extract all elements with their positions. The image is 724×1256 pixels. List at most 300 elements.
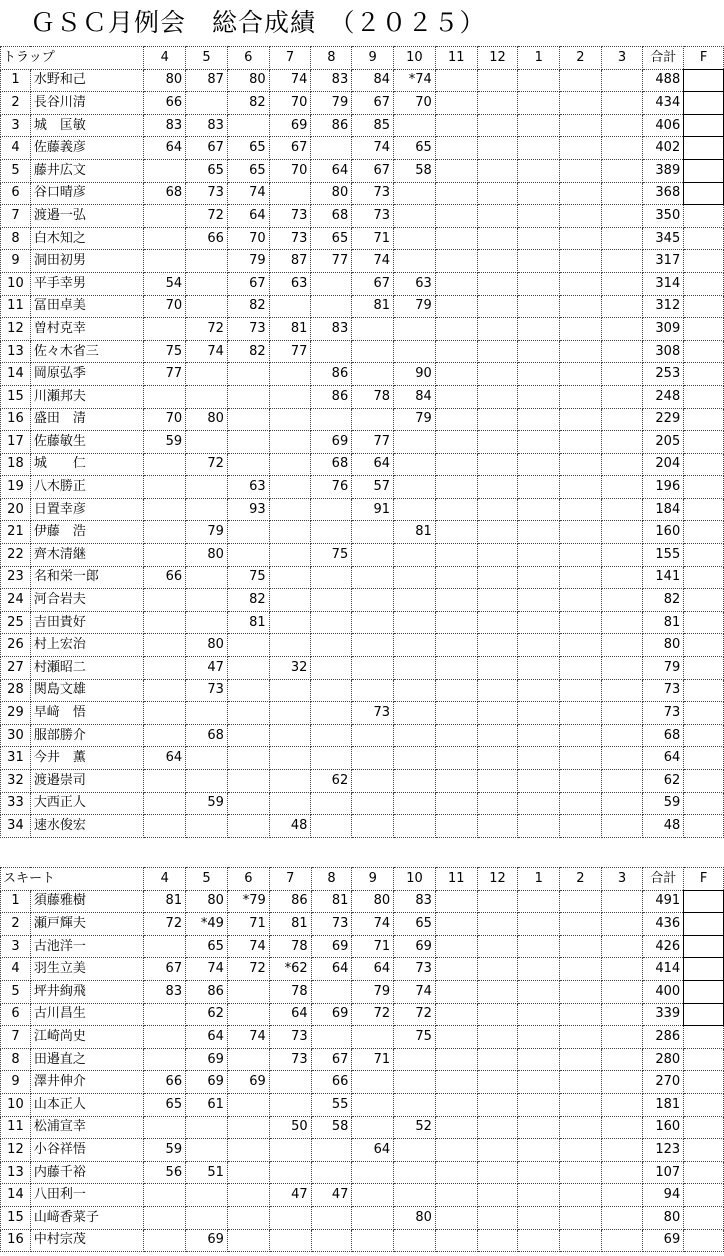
score-cell: 59 — [144, 431, 186, 454]
score-cell — [560, 272, 602, 295]
table-row — [1, 498, 724, 521]
total-cell: 229 — [643, 408, 684, 431]
f-cell — [684, 363, 724, 386]
score-cell — [352, 611, 394, 634]
score-cell — [227, 408, 269, 431]
score-cell — [477, 657, 518, 680]
table-row — [1, 453, 724, 476]
table-row — [1, 1003, 724, 1026]
score-cell: 69 — [311, 431, 352, 454]
rank-cell: 24 — [1, 589, 31, 612]
table-row — [1, 1139, 724, 1162]
score-cell — [560, 770, 602, 793]
f-cell — [684, 159, 724, 182]
score-cell: 81 — [227, 611, 269, 634]
score-cell — [311, 1206, 352, 1229]
score-cell — [518, 363, 560, 386]
score-cell — [560, 1116, 602, 1139]
total-cell: 59 — [643, 792, 684, 815]
score-cell — [601, 521, 643, 544]
score-cell — [560, 657, 602, 680]
score-cell — [560, 408, 602, 431]
f-cell — [684, 92, 724, 115]
table-row — [1, 1048, 724, 1071]
score-cell — [560, 634, 602, 657]
score-cell — [394, 1161, 436, 1184]
name-cell: 早﨑 悟 — [30, 702, 143, 725]
score-cell: 72 — [186, 205, 228, 228]
score-cell: 65 — [311, 227, 352, 250]
f-cell — [684, 724, 724, 747]
score-cell: 54 — [144, 272, 186, 295]
score-cell — [269, 1071, 311, 1094]
score-cell — [227, 1048, 269, 1071]
score-cell — [601, 913, 643, 936]
score-cell — [435, 476, 477, 499]
score-cell: 77 — [269, 340, 311, 363]
f-header: F — [684, 47, 724, 70]
name-cell: 渡邉崇司 — [30, 770, 143, 793]
score-cell — [601, 318, 643, 341]
rank-cell: 31 — [1, 747, 31, 770]
score-cell: 73 — [352, 205, 394, 228]
score-cell — [186, 1206, 228, 1229]
score-cell — [269, 1229, 311, 1252]
score-cell — [477, 408, 518, 431]
total-cell: 488 — [643, 69, 684, 92]
score-cell — [435, 815, 477, 838]
score-cell — [144, 1003, 186, 1026]
f-cell — [684, 1116, 724, 1139]
f-cell — [684, 521, 724, 544]
name-cell: 佐々木省三 — [30, 340, 143, 363]
score-cell — [560, 92, 602, 115]
month-header: 2 — [560, 868, 602, 891]
score-cell — [435, 205, 477, 228]
f-cell — [684, 205, 724, 228]
score-cell: 70 — [144, 408, 186, 431]
rank-cell: 1 — [1, 890, 31, 913]
f-cell — [684, 544, 724, 567]
score-cell: 77 — [311, 250, 352, 273]
score-cell: 77 — [352, 431, 394, 454]
score-cell: 64 — [311, 958, 352, 981]
name-cell: 関島文雄 — [30, 679, 143, 702]
score-cell — [435, 913, 477, 936]
score-cell — [560, 566, 602, 589]
total-cell: 314 — [643, 272, 684, 295]
total-cell: 414 — [643, 958, 684, 981]
score-cell — [227, 1206, 269, 1229]
table-row — [1, 250, 724, 273]
score-cell — [560, 340, 602, 363]
name-cell: 冨田卓美 — [30, 295, 143, 318]
name-cell: 佐藤敏生 — [30, 431, 143, 454]
score-cell — [435, 1048, 477, 1071]
score-cell — [269, 1093, 311, 1116]
score-cell — [518, 1229, 560, 1252]
rank-cell: 16 — [1, 408, 31, 431]
score-cell — [518, 815, 560, 838]
score-cell: 63 — [269, 272, 311, 295]
score-cell: 47 — [269, 1184, 311, 1207]
total-cell: 73 — [643, 679, 684, 702]
name-cell: 谷口晴彦 — [30, 182, 143, 205]
score-cell — [601, 935, 643, 958]
score-cell — [477, 611, 518, 634]
score-cell: 61 — [186, 1093, 228, 1116]
score-cell — [435, 589, 477, 612]
rank-cell: 22 — [1, 544, 31, 567]
score-cell — [435, 408, 477, 431]
score-cell: 73 — [352, 182, 394, 205]
score-cell — [518, 250, 560, 273]
f-cell — [684, 1139, 724, 1162]
score-cell — [269, 589, 311, 612]
score-cell — [560, 980, 602, 1003]
score-cell — [518, 544, 560, 567]
score-cell: 71 — [227, 913, 269, 936]
score-cell: 62 — [311, 770, 352, 793]
score-cell — [518, 1139, 560, 1162]
score-cell — [560, 1139, 602, 1162]
f-cell — [684, 295, 724, 318]
score-cell: 91 — [352, 498, 394, 521]
total-cell: 270 — [643, 1071, 684, 1094]
score-cell — [144, 1048, 186, 1071]
f-cell — [684, 1206, 724, 1229]
score-cell — [560, 724, 602, 747]
score-cell — [227, 521, 269, 544]
f-cell — [684, 1003, 724, 1026]
score-cell — [601, 340, 643, 363]
score-cell — [186, 385, 228, 408]
score-cell — [311, 521, 352, 544]
month-header: 5 — [186, 868, 228, 891]
score-cell — [269, 363, 311, 386]
total-cell: 204 — [643, 453, 684, 476]
total-cell: 80 — [643, 1206, 684, 1229]
score-cell — [269, 566, 311, 589]
score-cell: 82 — [227, 295, 269, 318]
score-cell — [601, 476, 643, 499]
score-cell — [477, 913, 518, 936]
score-cell: 69 — [186, 1229, 228, 1252]
score-cell — [144, 792, 186, 815]
score-cell: 67 — [144, 958, 186, 981]
rank-cell: 19 — [1, 476, 31, 499]
month-header: 1 — [518, 47, 560, 70]
score-cell — [518, 1116, 560, 1139]
score-cell — [518, 159, 560, 182]
score-cell — [601, 1093, 643, 1116]
name-cell: 須藤雅樹 — [30, 890, 143, 913]
table-row — [1, 408, 724, 431]
total-header: 合計 — [643, 47, 684, 70]
score-cell: 72 — [144, 913, 186, 936]
score-cell — [144, 679, 186, 702]
name-cell: 八木勝正 — [30, 476, 143, 499]
table-row — [1, 182, 724, 205]
score-cell — [477, 1116, 518, 1139]
f-cell — [684, 340, 724, 363]
score-cell: 79 — [186, 521, 228, 544]
score-cell — [311, 589, 352, 612]
table-row — [1, 295, 724, 318]
rank-cell: 2 — [1, 92, 31, 115]
f-cell — [684, 114, 724, 137]
table-row — [1, 1093, 724, 1116]
score-cell — [269, 544, 311, 567]
score-cell: 32 — [269, 657, 311, 680]
score-cell — [560, 250, 602, 273]
table-row — [1, 431, 724, 454]
score-cell: 69 — [186, 1071, 228, 1094]
table-row — [1, 792, 724, 815]
score-cell — [311, 295, 352, 318]
score-cell — [311, 1139, 352, 1162]
f-cell — [684, 1161, 724, 1184]
score-cell — [601, 1048, 643, 1071]
score-cell — [227, 1003, 269, 1026]
score-cell — [477, 935, 518, 958]
score-cell — [144, 1184, 186, 1207]
score-cell — [477, 634, 518, 657]
score-cell — [352, 408, 394, 431]
rank-cell: 26 — [1, 634, 31, 657]
f-cell — [684, 1026, 724, 1049]
score-cell — [269, 792, 311, 815]
name-cell: 河合岩夫 — [30, 589, 143, 612]
f-cell — [684, 385, 724, 408]
score-cell — [601, 431, 643, 454]
name-cell: 吉田貴好 — [30, 611, 143, 634]
rank-cell: 12 — [1, 318, 31, 341]
table-row — [1, 159, 724, 182]
score-cell: 74 — [227, 935, 269, 958]
score-cell — [560, 431, 602, 454]
score-cell — [393, 566, 435, 589]
score-cell — [186, 566, 228, 589]
score-cell: 85 — [352, 114, 394, 137]
score-cell — [477, 747, 518, 770]
score-cell — [477, 431, 518, 454]
score-cell: 64 — [269, 1003, 311, 1026]
score-cell — [601, 182, 643, 205]
table-row — [1, 1161, 724, 1184]
score-cell — [601, 137, 643, 160]
score-cell — [477, 227, 518, 250]
score-cell — [435, 611, 477, 634]
score-cell: 74 — [186, 958, 228, 981]
score-cell — [227, 453, 269, 476]
f-cell — [684, 227, 724, 250]
score-cell — [144, 498, 186, 521]
f-header: F — [684, 868, 724, 891]
score-cell — [435, 1003, 477, 1026]
table-row — [1, 1229, 724, 1252]
month-header: 5 — [186, 47, 228, 70]
month-header: 12 — [477, 868, 518, 891]
score-cell — [601, 408, 643, 431]
score-cell — [393, 114, 435, 137]
score-cell — [518, 92, 560, 115]
score-cell — [227, 1161, 269, 1184]
score-cell: 64 — [186, 1026, 228, 1049]
score-cell: 80 — [144, 69, 186, 92]
name-cell: 今井 薫 — [30, 747, 143, 770]
score-cell — [518, 702, 560, 725]
score-cell — [435, 272, 477, 295]
score-cell — [186, 1139, 228, 1162]
score-cell — [560, 1003, 602, 1026]
score-cell: 87 — [269, 250, 311, 273]
score-cell — [518, 318, 560, 341]
score-cell — [518, 114, 560, 137]
score-cell — [601, 890, 643, 913]
total-cell: 160 — [643, 521, 684, 544]
score-cell: 68 — [186, 724, 228, 747]
score-cell: 69 — [394, 935, 436, 958]
score-cell — [601, 980, 643, 1003]
total-cell: 339 — [643, 1003, 684, 1026]
score-cell — [269, 408, 311, 431]
score-cell — [186, 498, 228, 521]
month-header: 9 — [352, 868, 394, 891]
f-cell — [684, 250, 724, 273]
score-cell — [518, 340, 560, 363]
score-cell — [393, 747, 435, 770]
score-cell — [518, 958, 560, 981]
score-cell: 64 — [227, 205, 269, 228]
score-cell — [144, 453, 186, 476]
score-cell: 77 — [144, 363, 186, 386]
score-cell — [560, 114, 602, 137]
score-cell — [518, 1206, 560, 1229]
rank-cell: 14 — [1, 363, 31, 386]
score-cell — [518, 431, 560, 454]
score-cell: 82 — [227, 340, 269, 363]
month-header: 11 — [435, 868, 477, 891]
score-cell — [352, 1026, 394, 1049]
score-cell: 70 — [393, 92, 435, 115]
name-cell: 洞田初男 — [30, 250, 143, 273]
name-cell: 羽生立美 — [30, 958, 143, 981]
score-cell: 68 — [311, 453, 352, 476]
score-cell: 81 — [311, 890, 352, 913]
score-cell — [560, 295, 602, 318]
score-cell — [477, 340, 518, 363]
score-cell — [311, 566, 352, 589]
score-cell — [393, 770, 435, 793]
score-cell — [518, 792, 560, 815]
score-cell — [601, 724, 643, 747]
score-cell: 69 — [269, 114, 311, 137]
table-row — [1, 544, 724, 567]
score-cell — [269, 702, 311, 725]
total-cell: 196 — [643, 476, 684, 499]
score-cell — [352, 634, 394, 657]
score-cell — [393, 634, 435, 657]
score-cell — [518, 1093, 560, 1116]
f-cell — [684, 1093, 724, 1116]
score-cell — [477, 272, 518, 295]
score-cell: 84 — [352, 69, 394, 92]
score-cell: 47 — [186, 657, 228, 680]
score-cell — [601, 1206, 643, 1229]
score-cell — [393, 250, 435, 273]
score-cell — [311, 408, 352, 431]
score-cell — [311, 724, 352, 747]
score-cell — [518, 747, 560, 770]
score-cell: 83 — [311, 69, 352, 92]
score-cell: 69 — [227, 1071, 269, 1094]
score-cell — [435, 544, 477, 567]
score-cell — [601, 747, 643, 770]
score-cell — [560, 227, 602, 250]
rank-cell: 18 — [1, 453, 31, 476]
total-cell: 426 — [643, 935, 684, 958]
score-cell — [186, 363, 228, 386]
score-cell — [393, 431, 435, 454]
score-cell — [186, 250, 228, 273]
score-cell — [518, 521, 560, 544]
score-cell: 83 — [311, 318, 352, 341]
score-cell: 86 — [311, 114, 352, 137]
score-cell: 73 — [269, 1026, 311, 1049]
score-cell: 73 — [186, 679, 228, 702]
rank-cell: 10 — [1, 1093, 31, 1116]
score-cell — [393, 476, 435, 499]
score-cell — [311, 137, 352, 160]
score-cell — [186, 92, 228, 115]
score-cell: 79 — [311, 92, 352, 115]
month-header: 11 — [435, 47, 477, 70]
score-cell — [477, 1071, 518, 1094]
score-cell — [601, 159, 643, 182]
score-cell — [601, 205, 643, 228]
score-cell — [352, 679, 394, 702]
score-cell: 86 — [186, 980, 228, 1003]
score-cell — [560, 1026, 602, 1049]
score-cell — [518, 1048, 560, 1071]
rank-cell: 3 — [1, 935, 31, 958]
table-row — [1, 611, 724, 634]
score-cell — [518, 1026, 560, 1049]
name-cell: 澤井伸介 — [30, 1071, 143, 1094]
score-cell — [435, 657, 477, 680]
score-cell — [435, 566, 477, 589]
score-cell — [601, 114, 643, 137]
score-cell: 69 — [311, 1003, 352, 1026]
table-row — [1, 724, 724, 747]
score-cell — [352, 747, 394, 770]
score-cell: 80 — [352, 890, 394, 913]
rank-cell: 7 — [1, 1026, 31, 1049]
rank-cell: 6 — [1, 182, 31, 205]
score-cell — [477, 1229, 518, 1252]
score-cell: 87 — [186, 69, 228, 92]
score-cell: 80 — [186, 544, 228, 567]
score-cell: 74 — [227, 182, 269, 205]
rank-cell: 15 — [1, 385, 31, 408]
score-cell — [435, 770, 477, 793]
score-cell: 75 — [144, 340, 186, 363]
score-cell — [435, 250, 477, 273]
score-cell — [477, 1206, 518, 1229]
score-cell: 79 — [227, 250, 269, 273]
score-cell — [227, 385, 269, 408]
